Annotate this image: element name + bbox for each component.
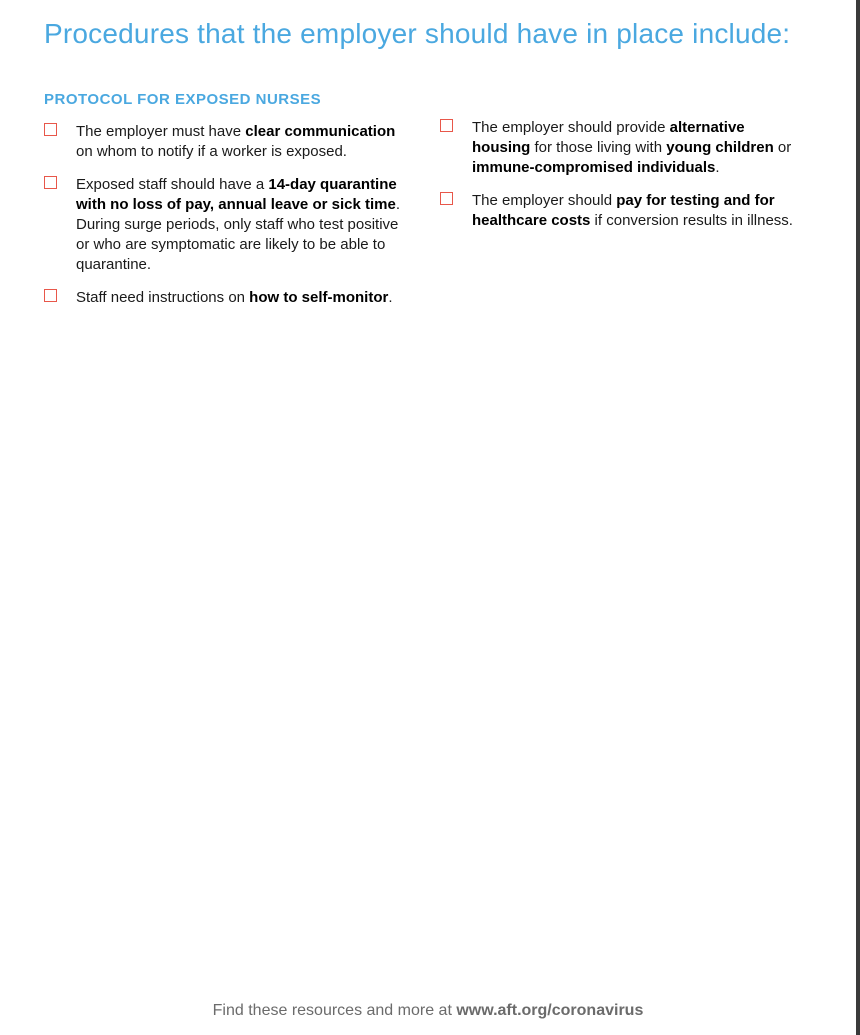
left-checklist bbox=[44, 122, 404, 321]
checkbox-icon[interactable] bbox=[440, 119, 453, 132]
section-heading: PROTOCOL FOR EXPOSED NURSES bbox=[44, 91, 322, 108]
checklist-item-text: The employer should pay for testing and for healthcare costs if conversion results in illness. bbox=[472, 192, 793, 229]
right-checklist bbox=[440, 118, 800, 244]
checklist-item bbox=[440, 118, 800, 178]
checklist-item bbox=[44, 288, 404, 308]
footer bbox=[0, 1002, 856, 1020]
checklist-item-text: Exposed staff should have a 14-day quarantine with no loss of pay, annual leave or sick time. During surge periods, only staff who test positive or who are symptomatic are likely to be able to quarantine. bbox=[76, 176, 400, 273]
checklist-item bbox=[44, 175, 404, 275]
checklist-item-text: The employer must have clear communication on whom to notify if a worker is exposed. bbox=[76, 123, 396, 160]
checklist-item-text: The employer should provide alternative housing for those living with young children or immune-compromised individuals. bbox=[472, 119, 792, 176]
checklist-item bbox=[44, 122, 404, 162]
checkbox-icon[interactable] bbox=[440, 192, 453, 205]
checklist-item bbox=[440, 191, 800, 231]
checkbox-icon[interactable] bbox=[44, 289, 57, 302]
page-title: Procedures that the employer should have in place include: bbox=[44, 18, 791, 49]
footer-text: Find these resources and more at bbox=[212, 1002, 457, 1019]
footer-link[interactable]: www.aft.org/coronavirus bbox=[456, 1002, 644, 1019]
checkbox-icon[interactable] bbox=[44, 176, 57, 189]
page-edge bbox=[856, 0, 860, 1035]
checklist-item-text: Staff need instructions on how to self-monitor. bbox=[76, 289, 393, 306]
checkbox-icon[interactable] bbox=[44, 123, 57, 136]
